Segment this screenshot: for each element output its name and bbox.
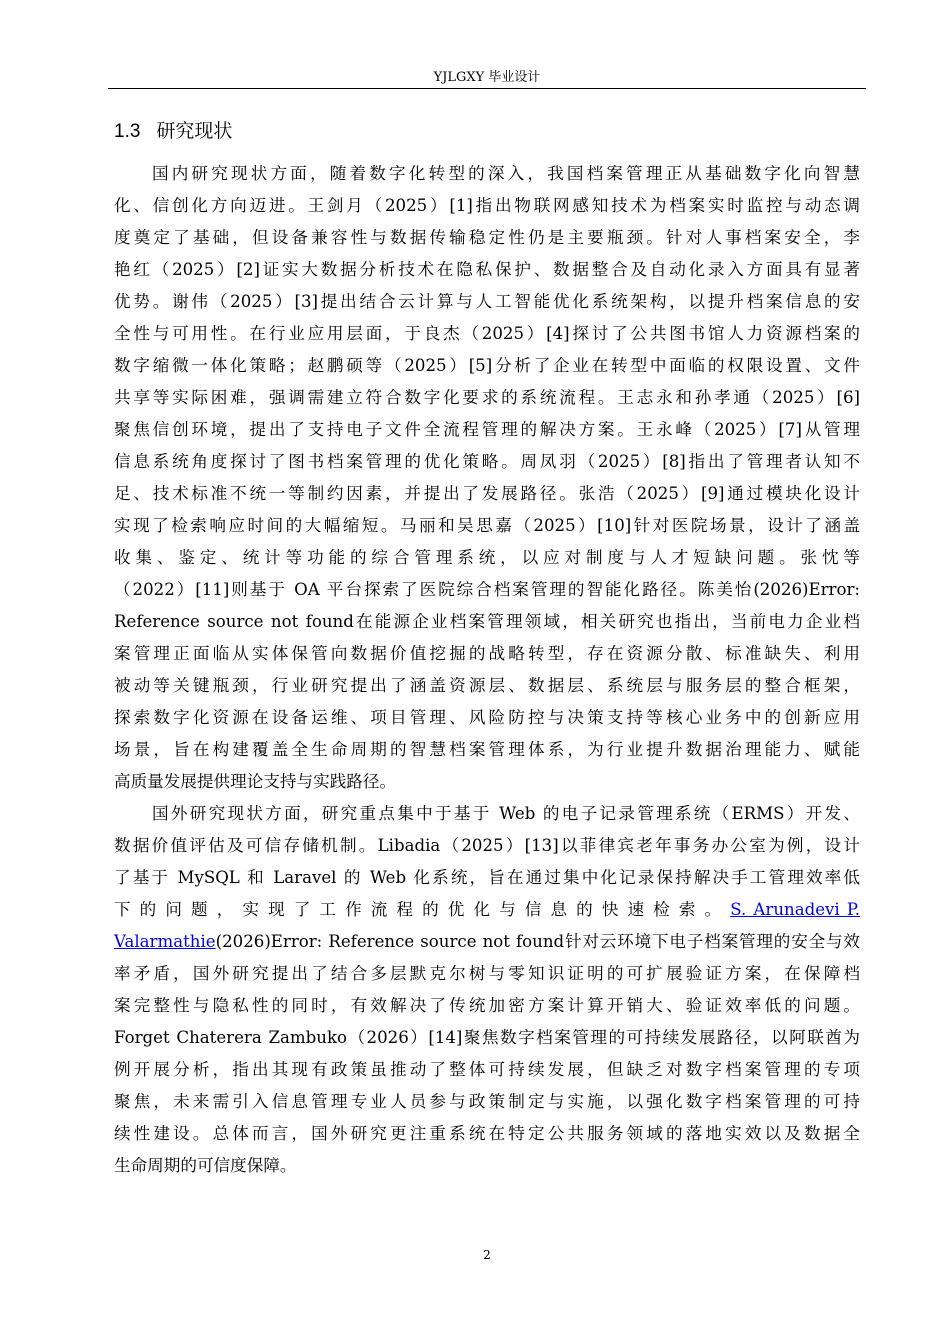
text-line: 高质量发展提供理论支持与实践路径。 xyxy=(114,772,397,791)
text-line: 场景，旨在构建覆盖全生命周期的智慧档案管理体系，为行业提升数据治理能力、赋能 xyxy=(114,740,860,759)
text-line-with-link xyxy=(114,894,860,926)
text-line: 例开展分析，指出其现有政策虽推动了整体可持续发展，但缺乏对数字档案管理的专项 xyxy=(114,1060,860,1079)
paragraph-foreign-research xyxy=(114,798,860,1182)
text-line: 聚焦，未来需引入信息管理专业人员参与政策制定与实施，以强化数字档案管理的可持 xyxy=(114,1092,860,1111)
text-segment: 下 的 问 题 ， 实 现 了 工 作 流 程 的 优 化 与 信 息 的 快 速 检 索 。 xyxy=(114,900,724,919)
text-line: 案完整性与隐私性的同时，有效解决了传统加密方案计算开销大、验证效率低的问题。 xyxy=(114,996,860,1015)
page-number: 2 xyxy=(483,1248,491,1262)
text-line: （2022）[11]则基于 OA 平台探索了医院综合档案管理的智能化路径。陈美怡(2026)Error: xyxy=(114,580,860,599)
text-line: 实现了检索响应时间的大幅缩短。马丽和吴思嘉（2025）[10]针对医院场景，设计了涵盖 xyxy=(114,516,860,535)
text-line: 共享等实际困难，强调需建立符合数字化要求的系统流程。王志永和孙孝通（2025）[6] xyxy=(114,388,860,407)
text-line: 收集、鉴定、统计等功能的综合管理系统，以应对制度与人才短缺问题。张忱等 xyxy=(114,548,860,567)
text-line: 国内研究现状方面，随着数字化转型的深入，我国档案管理正从基础数字化向智慧 xyxy=(152,164,860,183)
header-divider xyxy=(108,88,866,89)
text-line: 数字缩微一体化策略；赵鹏硕等（2025）[5]分析了企业在转型中面临的权限设置、文件 xyxy=(114,356,860,375)
text-line: 足、技术标准不统一等制约因素，并提出了发展路径。张浩（2025）[9]通过模块化设计 xyxy=(114,484,860,503)
text-line: 度奠定了基础，但设备兼容性与数据传输稳定性仍是主要瓶颈。针对人事档案安全，李 xyxy=(114,228,860,247)
page-header: YJLGXY 毕业设计 xyxy=(433,70,541,85)
text-line: 案管理正面临从实体保管向数据价值挖掘的战略转型，存在资源分散、标准缺失、利用 xyxy=(114,644,860,663)
text-line: 化、信创化方向迈进。王剑月（2025）[1]指出物联网感知技术为档案实时监控与动态调 xyxy=(114,196,860,215)
body-text xyxy=(114,158,860,1182)
text-line: 聚焦信创环境，提出了支持电子文件全流程管理的解决方案。王永峰（2025）[7]从管理 xyxy=(114,420,860,439)
text-line: 国外研究现状方面，研究重点集中于基于 Web 的电子记录管理系统（ERMS）开发、 xyxy=(152,804,860,823)
text-line: Reference source not found在能源企业档案管理领域，相关研究也指出，当前电力企业档 xyxy=(114,612,860,631)
text-segment: (2026)Error: Reference source not found针对云环境下电子档案管理的安全与效 xyxy=(215,932,860,951)
paragraph-domestic-research xyxy=(114,158,860,798)
text-line: 被动等关键瓶颈，行业研究提出了涵盖资源层、数据层、系统层与服务层的整合框架， xyxy=(114,676,860,695)
text-line: 了基于 MySQL 和 Laravel 的 Web 化系统，旨在通过集中化记录保持解决手工管理效率低 xyxy=(114,868,860,887)
author-link-continued[interactable]: Valarmathie xyxy=(114,932,216,951)
section-number: 1.3 xyxy=(114,121,141,142)
text-line: 续性建设。总体而言，国外研究更注重系统在特定公共服务领域的落地实效以及数据全 xyxy=(114,1124,860,1143)
section-heading xyxy=(114,117,232,146)
text-line: 艳红（2025）[2]证实大数据分析技术在隐私保护、数据整合及自动化录入方面具有显著 xyxy=(114,260,860,279)
text-line: 全性与可用性。在行业应用层面，于良杰（2025）[4]探讨了公共图书馆人力资源档案的 xyxy=(114,324,860,343)
section-title: 研究现状 xyxy=(156,120,233,142)
text-line: 优势。谢伟（2025）[3]提出结合云计算与人工智能优化系统架构，以提升档案信息的安 xyxy=(114,292,860,311)
text-line: 数据价值评估及可信存储机制。Libadia（2025）[13]以菲律宾老年事务办公室为例，设计 xyxy=(114,836,860,855)
text-line: 探索数字化资源在设备运维、项目管理、风险防控与决策支持等核心业务中的创新应用 xyxy=(114,708,860,727)
author-link[interactable]: S. Arunadevi P. xyxy=(730,900,860,919)
text-line: 生命周期的可信度保障。 xyxy=(114,1156,297,1175)
text-line-with-link xyxy=(114,926,860,958)
text-line: Forget Chaterera Zambuko（2026）[14]聚焦数字档案管理的可持续发展路径，以阿联酋为 xyxy=(114,1028,860,1047)
text-line: 率矛盾，国外研究提出了结合多层默克尔树与零知识证明的可扩展验证方案，在保障档 xyxy=(114,964,860,983)
text-line: 信息系统角度探讨了图书档案管理的优化策略。周凤羽（2025）[8]指出了管理者认知不 xyxy=(114,452,860,471)
